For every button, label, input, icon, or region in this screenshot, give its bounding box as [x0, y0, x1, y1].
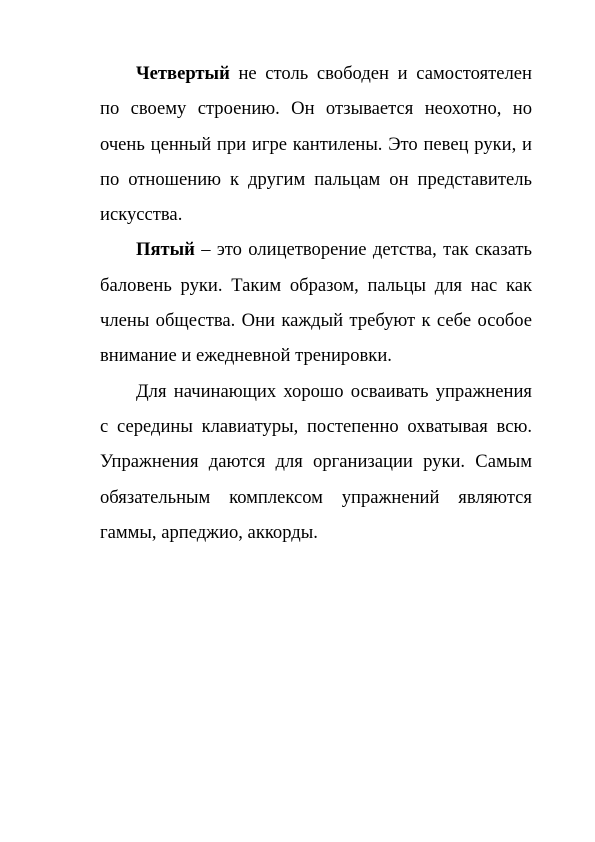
paragraph-text: Для начинающих хорошо осваивать упражнения с середины клавиатуры, постепенно охватывая всю. Упражнения даются для организации руки. Самым обязательным комплексом упражнений являются гаммы, арпеджио, аккорды. [100, 380, 532, 543]
paragraph-text: не столь свободен и самостоятелен по своему строению. Он отзывается неохотно, но очень ценный при игре кантилены. Это певец руки, и по отношению к другим пальцам он представитель искусства. [100, 63, 532, 226]
paragraph-fifth-finger [100, 232, 532, 373]
paragraph-text: – это олицетворение детства, так сказать баловень руки. Таким образом, пальцы для нас как члены общества. Они каждый требуют к себе особое внимание и ежедневной тренировки. [100, 239, 532, 367]
body-text [100, 56, 532, 550]
term-fourth: Четвертый [136, 63, 230, 84]
term-fifth: Пятый [136, 239, 195, 261]
paragraph-fourth-finger [100, 56, 532, 232]
paragraph-exercises [100, 374, 532, 550]
